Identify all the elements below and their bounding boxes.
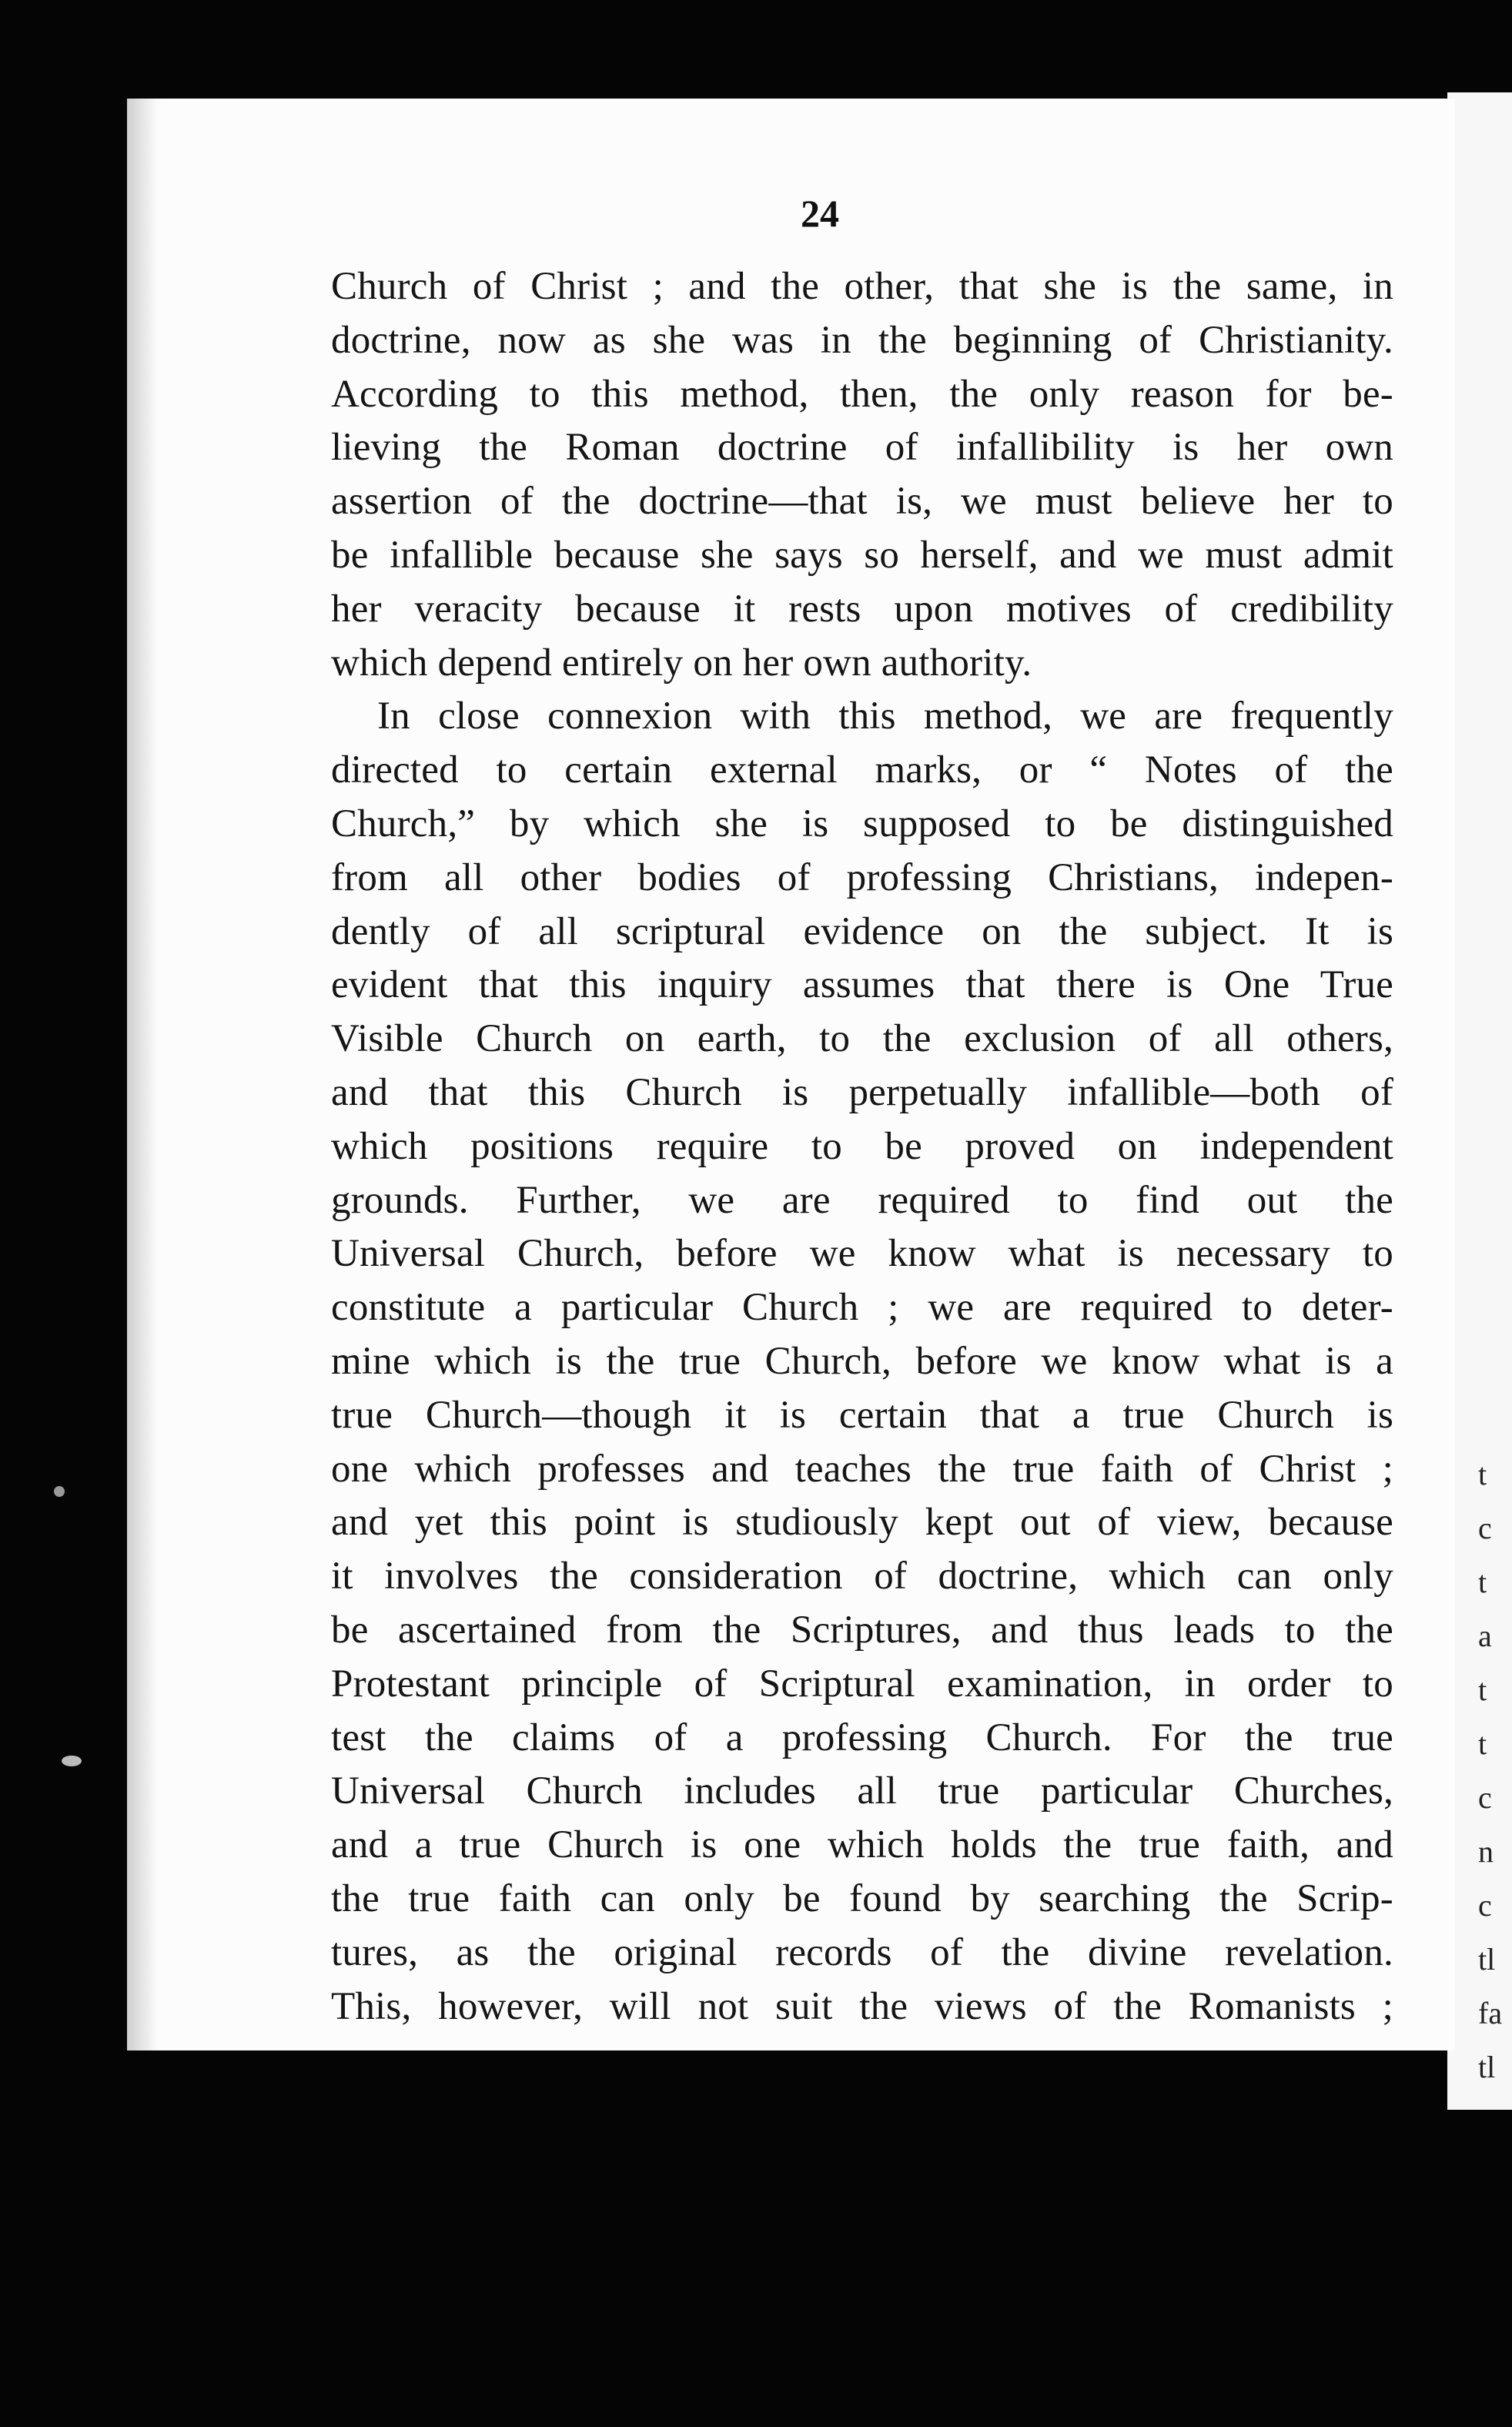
adjacent-fragment: t [1478,1565,1487,1599]
scan-speck [54,1486,65,1497]
text-line: grounds. Further, we are required to find out the [331,1178,1393,1222]
text-line: which depend entirely on her own authority. [331,641,1032,685]
adjacent-fragment: c [1478,1888,1492,1923]
text-line: and a true Church is one which holds the true faith, and [331,1823,1393,1867]
text-line: one which professes and teaches the true faith of Christ ; [331,1447,1393,1491]
text-line: and that this Church is perpetually infallible—both of [331,1070,1393,1114]
adjacent-page-text [1478,1448,1512,2094]
adjacent-fragment: tl [1478,1942,1496,1977]
text-line: dently of all scriptural evidence on the subject. It is [331,909,1393,953]
text-line: and yet this point is studiously kept out of view, because [331,1501,1393,1545]
text-line: Protestant principle of Scriptural examination, in order to [331,1662,1393,1706]
adjacent-fragment: c [1478,1511,1492,1545]
text-line: In close connexion with this method, we are frequently [377,695,1393,738]
text-line: Visible Church on earth, to the exclusion of all others, [331,1017,1393,1061]
text-line: This, however, will not suit the views of the Romanists ; [331,1984,1393,2028]
text-line: Church,” by which she is supposed to be distinguished [331,802,1393,845]
text-line: assertion of the doctrine—that is, we must believe her to [331,480,1393,524]
text-line: constitute a particular Church ; we are required to deter- [331,1286,1393,1330]
text-line: Universal Church, before we know what is necessary to [331,1232,1393,1276]
adjacent-fragment: tl [1478,2050,1496,2084]
text-line: be ascertained from the Scriptures, and thus leads to the [331,1608,1393,1652]
page-number: 24 [801,192,839,235]
text-line: true Church—though it is certain that a true Church is [331,1393,1393,1437]
text-line: be infallible because she says so herself, and we must admit [331,533,1393,577]
adjacent-fragment: fa [1478,1996,1503,2030]
text-line: Church of Christ ; and the other, that she is the same, in [331,265,1393,308]
adjacent-fragment: a [1478,1619,1492,1653]
text-line: test the claims of a professing Church. For the true [331,1716,1393,1759]
text-line: her veracity because it rests upon motives of credibility [331,587,1393,631]
adjacent-fragment: c [1478,1780,1492,1815]
text-line: mine which is the true Church, before we know what is a [331,1339,1393,1383]
adjacent-fragment: t [1478,1672,1487,1707]
page-gutter-shadow [127,99,158,2050]
text-line: from all other bodies of professing Christians, indepen- [331,855,1393,899]
text-line: evident that this inquiry assumes that there is One True [331,963,1393,1007]
adjacent-fragment: t [1478,1457,1487,1491]
text-line: which positions require to be proved on independent [331,1124,1393,1168]
adjacent-fragment: n [1478,1834,1494,1869]
adjacent-fragment: t [1478,1726,1487,1761]
text-line: According to this method, then, the only reason for be- [331,372,1393,416]
scan-speck [62,1756,82,1766]
page-body-text [331,260,1393,2034]
text-line: it involves the consideration of doctrine, which can only [331,1555,1393,1598]
text-line: tures, as the original records of the divine revelation. [331,1930,1393,1974]
text-line: lieving the Roman doctrine of infallibility is her own [331,426,1393,470]
text-line: the true faith can only be found by searching the Scrip- [331,1876,1393,1920]
text-line: Universal Church includes all true particular Churches, [331,1769,1393,1813]
text-line: directed to certain external marks, or “ Notes of the [331,748,1393,792]
text-line: doctrine, now as she was in the beginning of Christianity. [331,318,1393,362]
